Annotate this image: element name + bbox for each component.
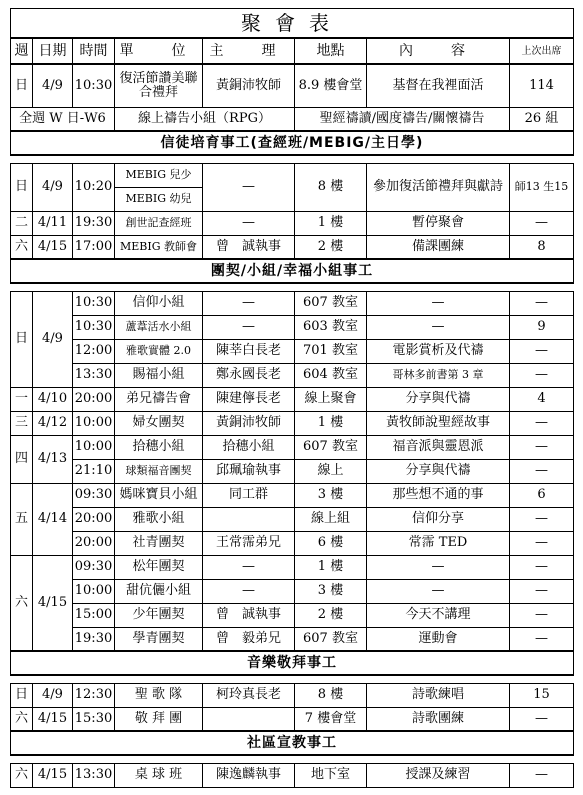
time-cell: 20:00 xyxy=(73,507,115,531)
week-cell: 四 xyxy=(11,435,33,483)
date-cell: 4/15 xyxy=(33,235,73,259)
content-cell: — xyxy=(367,315,510,339)
content-cell: 授課及練習 xyxy=(367,763,510,787)
week-cell: 六 xyxy=(11,763,33,787)
unit-cell: 甜伉儷小組 xyxy=(115,579,203,603)
schedule-table xyxy=(10,8,574,788)
section-title: 音樂敬拜事工 xyxy=(11,651,574,675)
week-cell: 日 xyxy=(11,64,33,107)
place-cell: 線上 xyxy=(295,459,367,483)
place-cell: 1 樓 xyxy=(295,211,367,235)
host-cell: 柯玲真長老 xyxy=(203,683,295,707)
time-cell: 10:20 xyxy=(73,163,115,211)
host-cell: — xyxy=(203,315,295,339)
last-cell: 26 組 xyxy=(510,107,574,131)
date-cell: 4/15 xyxy=(33,555,73,651)
unit-cell: 婦女團契 xyxy=(115,411,203,435)
table-row xyxy=(11,363,574,387)
table-row xyxy=(11,163,574,187)
table-row xyxy=(11,291,574,315)
week-cell: 五 xyxy=(11,483,33,555)
table-row xyxy=(11,235,574,259)
last-cell: — xyxy=(510,603,574,627)
table-row xyxy=(11,531,574,555)
content-cell: — xyxy=(367,555,510,579)
table-row xyxy=(11,707,574,731)
time-cell: 20:00 xyxy=(73,531,115,555)
host-cell: 曾 毅弟兄 xyxy=(203,627,295,651)
meeting-schedule xyxy=(10,8,573,788)
host-cell: — xyxy=(203,579,295,603)
table-row xyxy=(11,483,574,507)
time-cell: 20:00 xyxy=(73,387,115,411)
date-cell: 4/9 xyxy=(33,683,73,707)
place-cell: 線上聚會 xyxy=(295,387,367,411)
date-cell: 4/12 xyxy=(33,411,73,435)
unit-cell: 蘆葦活水小組 xyxy=(115,315,203,339)
content-cell: 信仰分享 xyxy=(367,507,510,531)
host-cell: 邱珮瑜執事 xyxy=(203,459,295,483)
table-row xyxy=(11,627,574,651)
content-cell: — xyxy=(367,291,510,315)
last-cell: 師13 生15 xyxy=(510,163,574,211)
host-cell: 黃銅沛牧師 xyxy=(203,411,295,435)
section-spacer xyxy=(11,283,574,291)
table-row xyxy=(11,579,574,603)
week-cell: 三 xyxy=(11,411,33,435)
header-unit: 單 位 xyxy=(115,38,203,64)
unit-cell: 球類福音團契 xyxy=(115,459,203,483)
time-cell: 10:00 xyxy=(73,411,115,435)
time-cell: 13:30 xyxy=(73,763,115,787)
table-row xyxy=(11,507,574,531)
week-cell: 六 xyxy=(11,555,33,651)
last-cell: 6 xyxy=(510,483,574,507)
unit-cell: 聖 歌 隊 xyxy=(115,683,203,707)
section-title: 團契/小組/幸福小組事工 xyxy=(11,259,574,283)
header-host: 主 理 xyxy=(203,38,295,64)
place-cell: 線上組 xyxy=(295,507,367,531)
last-cell: — xyxy=(510,507,574,531)
host-cell: 王常霈弟兄 xyxy=(203,531,295,555)
table-row xyxy=(11,107,574,131)
place-cell: 607 教室 xyxy=(295,627,367,651)
section-spacer xyxy=(11,675,574,683)
header-date: 日期 xyxy=(33,38,73,64)
host-cell: 鄭永國長老 xyxy=(203,363,295,387)
place-cell: 8.9 樓會堂 xyxy=(295,64,367,107)
time-cell: 21:10 xyxy=(73,459,115,483)
time-cell: 19:30 xyxy=(73,627,115,651)
last-cell: 9 xyxy=(510,315,574,339)
date-cell: 4/9 xyxy=(33,163,73,211)
last-cell: 8 xyxy=(510,235,574,259)
content-cell: 哥林多前書第 3 章 xyxy=(367,363,510,387)
host-cell: 拾穗小組 xyxy=(203,435,295,459)
place-cell: 607 教室 xyxy=(295,291,367,315)
time-cell: 19:30 xyxy=(73,211,115,235)
date-cell: 4/14 xyxy=(33,483,73,555)
header-place: 地點 xyxy=(295,38,367,64)
last-cell: — xyxy=(510,531,574,555)
time-cell: 10:30 xyxy=(73,291,115,315)
content-cell: 黃牧師說聖經故事 xyxy=(367,411,510,435)
last-cell: 15 xyxy=(510,683,574,707)
host-cell: — xyxy=(203,211,295,235)
last-cell: — xyxy=(510,411,574,435)
section-spacer xyxy=(11,155,574,163)
place-cell: 701 教室 xyxy=(295,339,367,363)
content-cell: 詩歌練唱 xyxy=(367,683,510,707)
place-cell: 607 教室 xyxy=(295,435,367,459)
date-cell: 4/11 xyxy=(33,211,73,235)
unit-cell: 學青團契 xyxy=(115,627,203,651)
time-cell: 10:30 xyxy=(73,315,115,339)
week-cell: 日 xyxy=(11,163,33,211)
date-cell: 4/9 xyxy=(33,291,73,387)
unit-cell: 復活節讚美聯合禮拜 xyxy=(115,64,203,107)
date-cell: 4/13 xyxy=(33,435,73,483)
week-cell: 日 xyxy=(11,291,33,387)
unit-cell: 雅歌小組 xyxy=(115,507,203,531)
table-row xyxy=(11,411,574,435)
week-cell: 六 xyxy=(11,707,33,731)
table-row xyxy=(11,555,574,579)
time-cell: 13:30 xyxy=(73,363,115,387)
content-cell: 暫停聚會 xyxy=(367,211,510,235)
place-cell: 3 樓 xyxy=(295,483,367,507)
host-cell: 黃銅沛牧師 xyxy=(203,64,295,107)
time-cell: 10:30 xyxy=(73,64,115,107)
unit-cell: 雅歌實體 2.0 xyxy=(115,339,203,363)
table-row xyxy=(11,64,574,107)
week-cell: 二 xyxy=(11,211,33,235)
table-row xyxy=(11,763,574,787)
header-last-attendance: 上次出席 xyxy=(510,38,574,64)
header-row xyxy=(11,38,574,64)
time-cell: 15:30 xyxy=(73,707,115,731)
unit-cell: MEBIG 兒少 xyxy=(115,163,203,187)
table-row xyxy=(11,603,574,627)
date-cell: 4/15 xyxy=(33,763,73,787)
content-cell: 那些想不通的事 xyxy=(367,483,510,507)
unit-cell: 松年團契 xyxy=(115,555,203,579)
content-cell: 備課團練 xyxy=(367,235,510,259)
weekly-label: 全週 W 日-W6 xyxy=(11,107,115,131)
last-cell: — xyxy=(510,211,574,235)
section-title: 信徒培育事工(查經班/MEBIG/主日學) xyxy=(11,131,574,155)
content-cell: 分享與代禱 xyxy=(367,459,510,483)
week-cell: 日 xyxy=(11,683,33,707)
host-cell xyxy=(203,707,295,731)
content-cell: — xyxy=(367,579,510,603)
last-cell: 4 xyxy=(510,387,574,411)
page-title: 聚會表 xyxy=(11,9,574,39)
last-cell: — xyxy=(510,707,574,731)
unit-cell: 創世記查經班 xyxy=(115,211,203,235)
host-cell: 曾 誠執事 xyxy=(203,235,295,259)
last-cell: — xyxy=(510,435,574,459)
unit-cell: MEBIG 幼兒 xyxy=(115,187,203,211)
time-cell: 10:00 xyxy=(73,579,115,603)
content-cell: 福音派與靈恩派 xyxy=(367,435,510,459)
host-cell: 陳建儜長老 xyxy=(203,387,295,411)
unit-cell: 拾穗小組 xyxy=(115,435,203,459)
header-content: 內 容 xyxy=(367,38,510,64)
section-spacer xyxy=(11,755,574,763)
last-cell: — xyxy=(510,459,574,483)
place-cell: 603 教室 xyxy=(295,315,367,339)
header-week: 週 xyxy=(11,38,33,64)
table-row xyxy=(11,435,574,459)
time-cell: 12:30 xyxy=(73,683,115,707)
time-cell: 09:30 xyxy=(73,555,115,579)
unit-cell: MEBIG 教師會 xyxy=(115,235,203,259)
place-cell: 2 樓 xyxy=(295,603,367,627)
host-cell: 同工群 xyxy=(203,483,295,507)
last-cell: — xyxy=(510,763,574,787)
place-cell: 3 樓 xyxy=(295,579,367,603)
host-cell: — xyxy=(203,555,295,579)
week-cell: 一 xyxy=(11,387,33,411)
table-row xyxy=(11,339,574,363)
place-cell: 1 樓 xyxy=(295,555,367,579)
unit-cell: 少年團契 xyxy=(115,603,203,627)
last-cell: — xyxy=(510,363,574,387)
host-cell: 陳莘白長老 xyxy=(203,339,295,363)
place-cell: 6 樓 xyxy=(295,531,367,555)
unit-cell: 桌 球 班 xyxy=(115,763,203,787)
date-cell: 4/10 xyxy=(33,387,73,411)
last-cell: 114 xyxy=(510,64,574,107)
place-cell: 604 教室 xyxy=(295,363,367,387)
time-cell: 15:00 xyxy=(73,603,115,627)
table-row xyxy=(11,211,574,235)
table-row xyxy=(11,315,574,339)
place-cell: 8 樓 xyxy=(295,683,367,707)
unit-cell: 賜福小組 xyxy=(115,363,203,387)
unit-cell: 敬 拜 團 xyxy=(115,707,203,731)
place-cell: 7 樓會堂 xyxy=(295,707,367,731)
content-cell: 常霈 TED xyxy=(367,531,510,555)
header-time: 時間 xyxy=(73,38,115,64)
last-cell: — xyxy=(510,291,574,315)
last-cell: — xyxy=(510,339,574,363)
content-cell: 詩歌團練 xyxy=(367,707,510,731)
content-cell: 基督在我裡面活 xyxy=(367,64,510,107)
date-cell: 4/9 xyxy=(33,64,73,107)
last-cell: — xyxy=(510,579,574,603)
last-cell: — xyxy=(510,627,574,651)
unit-cell: 信仰小組 xyxy=(115,291,203,315)
host-cell: — xyxy=(203,163,295,211)
time-cell: 10:00 xyxy=(73,435,115,459)
host-cell: 陳逸麟執事 xyxy=(203,763,295,787)
time-cell: 09:30 xyxy=(73,483,115,507)
unit-cell: 社青團契 xyxy=(115,531,203,555)
time-cell: 17:00 xyxy=(73,235,115,259)
section-title: 社區宣教事工 xyxy=(11,731,574,755)
place-cell: 8 樓 xyxy=(295,163,367,211)
place-cell: 2 樓 xyxy=(295,235,367,259)
date-cell: 4/15 xyxy=(33,707,73,731)
content-cell: 聖經禱讀/國度禱告/關懷禱告 xyxy=(295,107,510,131)
time-cell: 12:00 xyxy=(73,339,115,363)
unit-cell: 媽咪寶貝小組 xyxy=(115,483,203,507)
table-row xyxy=(11,387,574,411)
table-row xyxy=(11,459,574,483)
place-cell: 1 樓 xyxy=(295,411,367,435)
unit-cell: 弟兄禱告會 xyxy=(115,387,203,411)
last-cell: — xyxy=(510,555,574,579)
content-cell: 分享與代禱 xyxy=(367,387,510,411)
content-cell: 運動會 xyxy=(367,627,510,651)
unit-cell: 線上禱告小組（RPG） xyxy=(115,107,295,131)
content-cell: 今天不講理 xyxy=(367,603,510,627)
table-row xyxy=(11,683,574,707)
place-cell: 地下室 xyxy=(295,763,367,787)
host-cell: 曾 誠執事 xyxy=(203,603,295,627)
host-cell: — xyxy=(203,291,295,315)
content-cell: 參加復活節禮拜與獻詩 xyxy=(367,163,510,211)
week-cell: 六 xyxy=(11,235,33,259)
host-cell xyxy=(203,507,295,531)
content-cell: 電影賞析及代禱 xyxy=(367,339,510,363)
